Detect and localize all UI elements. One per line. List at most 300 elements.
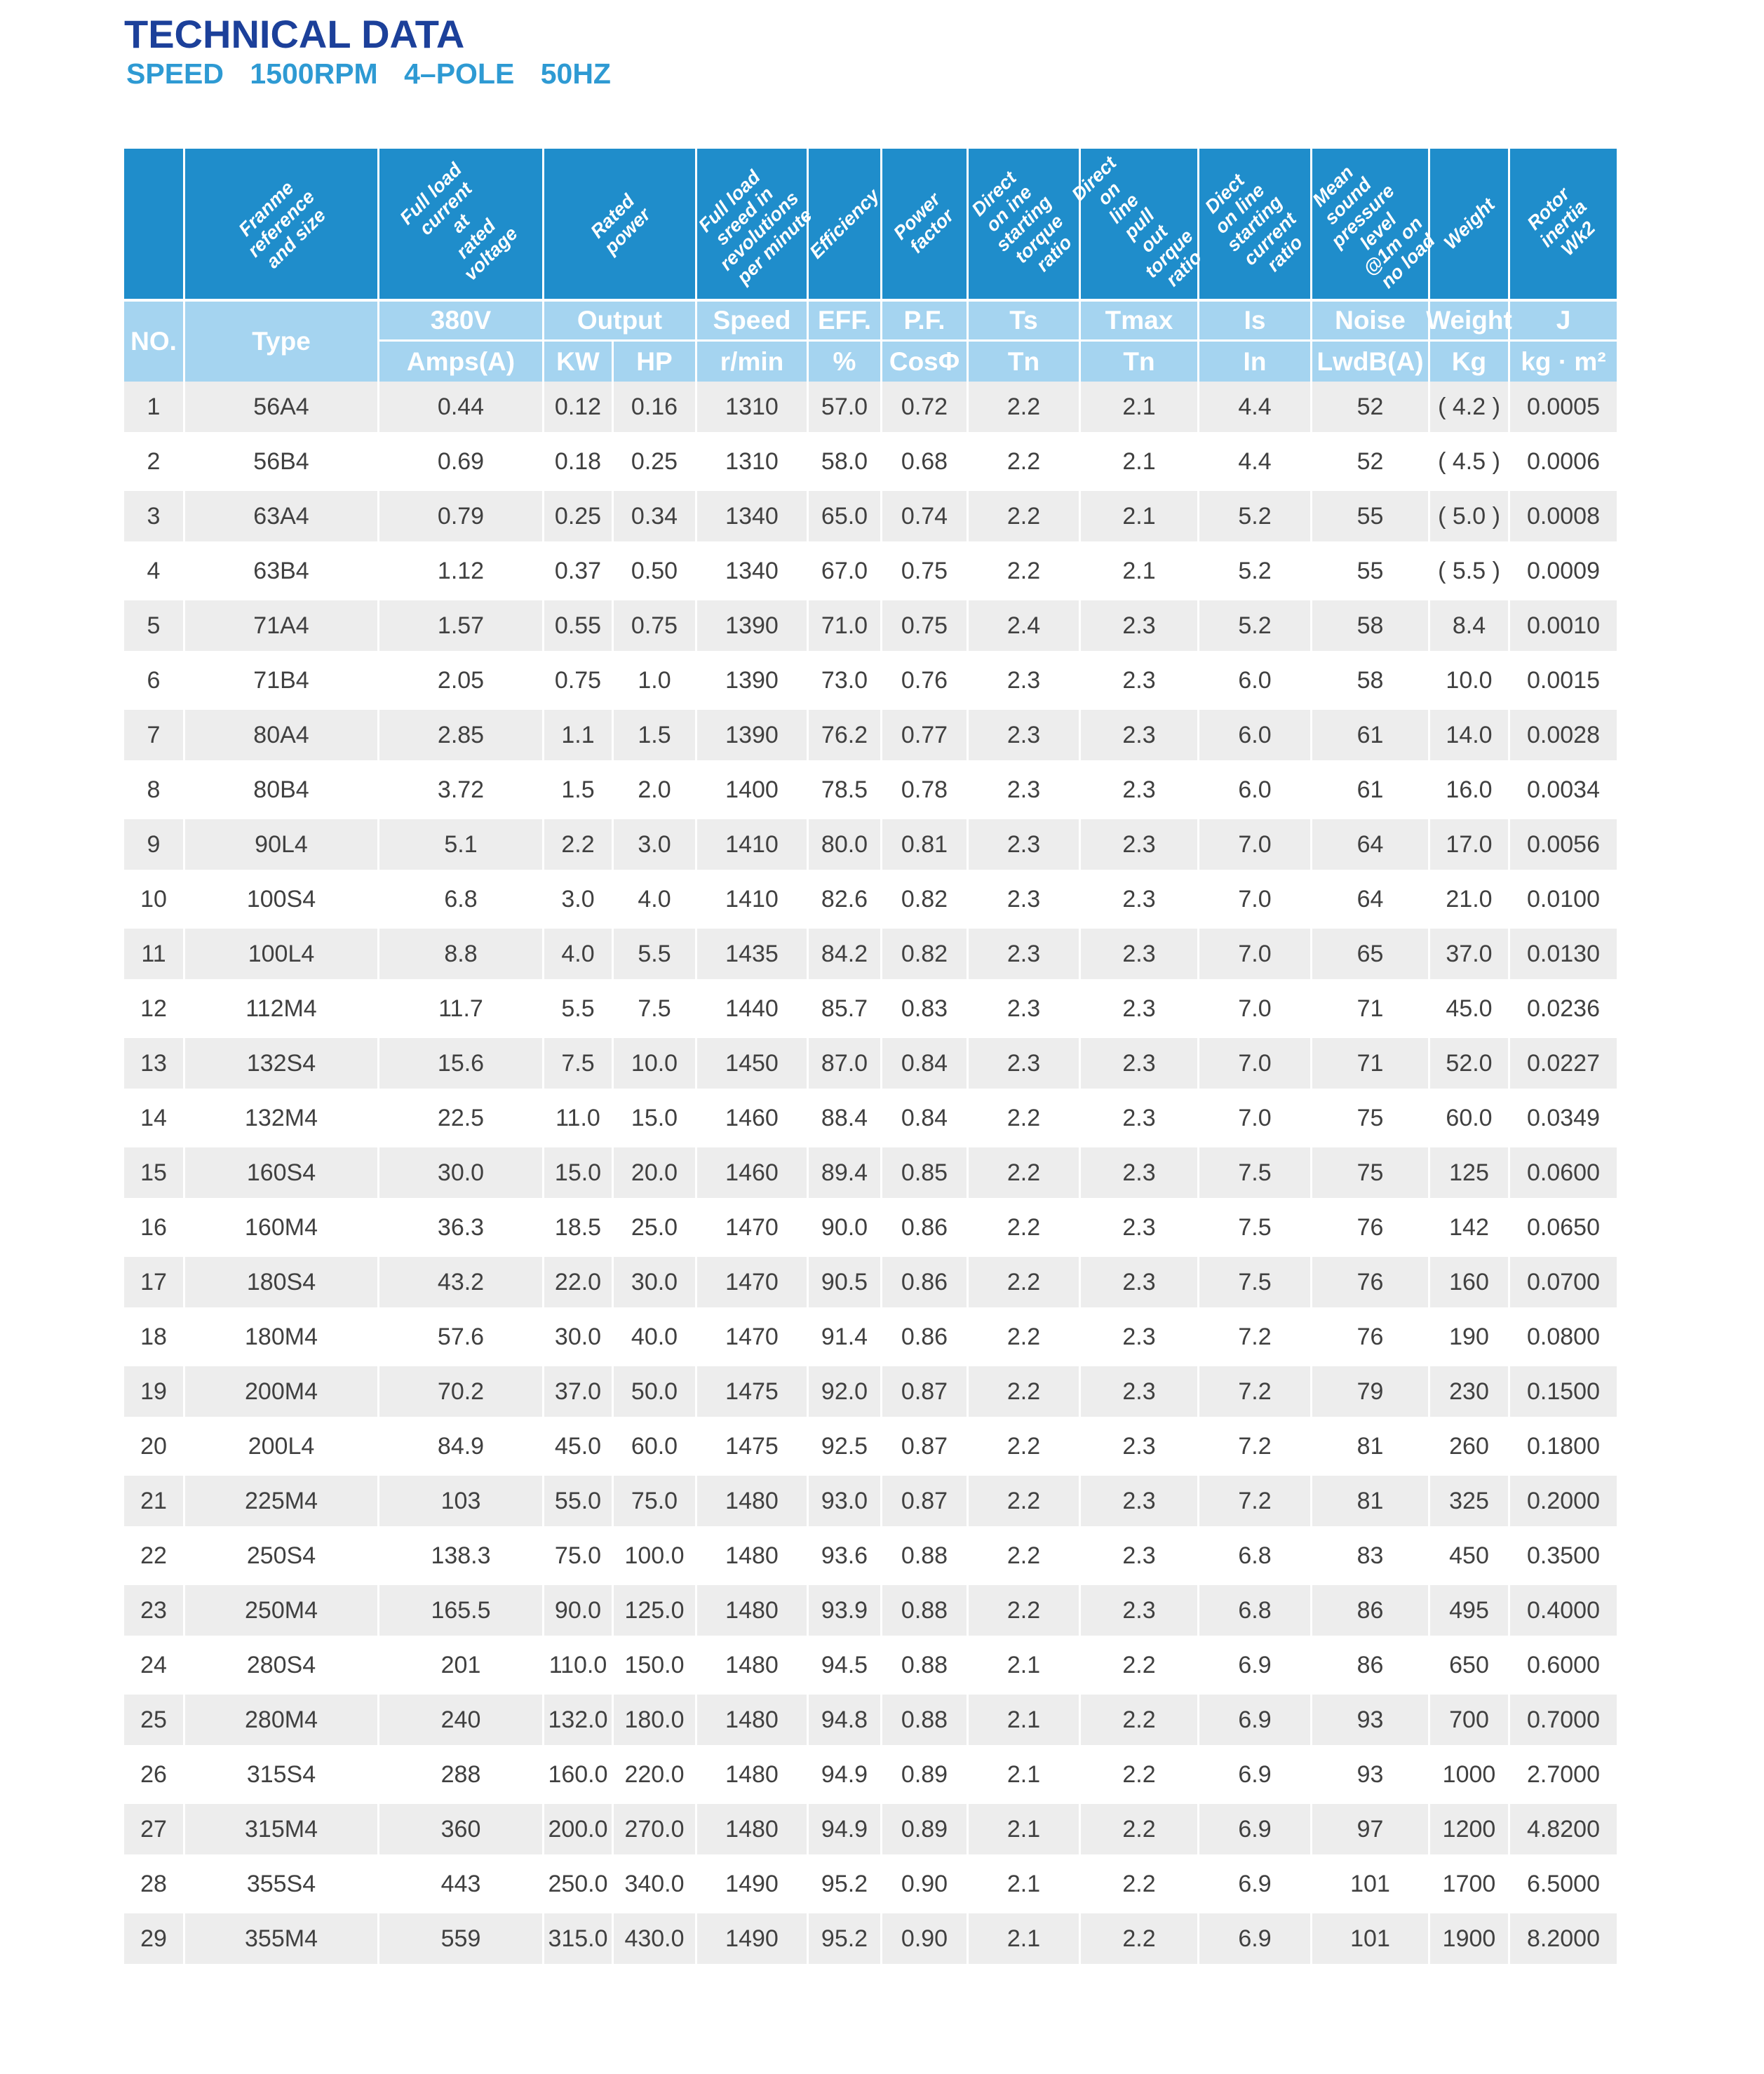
cell-tmax: 2.2 (1079, 1859, 1197, 1909)
cell-noise: 52 (1310, 436, 1428, 487)
cell-rmin: 1400 (695, 765, 807, 815)
table-row (124, 1093, 1617, 1147)
cell-kw: 15.0 (542, 1147, 612, 1198)
cell-eff: 90.5 (807, 1257, 880, 1307)
cell-kg: 16.0 (1428, 765, 1508, 815)
table-row (124, 491, 1617, 546)
cell-eff: 95.2 (807, 1913, 880, 1964)
cell-tmax: 2.1 (1079, 491, 1197, 541)
cell-j: 0.4000 (1508, 1585, 1617, 1636)
cell-rmin: 1480 (695, 1476, 807, 1526)
cell-type: 56B4 (183, 436, 377, 487)
cell-rmin: 1470 (695, 1257, 807, 1307)
cell-no: 21 (140, 1487, 167, 1514)
cell-noise: 58 (1310, 655, 1428, 706)
cell-noise: 58 (1310, 600, 1428, 651)
cell-no: 28 (140, 1870, 167, 1897)
cell-j: 0.0800 (1508, 1312, 1617, 1362)
cell-kw: 132.0 (542, 1695, 612, 1745)
table-body (124, 382, 1617, 1968)
cell-noise: 93 (1310, 1695, 1428, 1745)
cell-kg: 52.0 (1428, 1038, 1508, 1089)
cell-ts: 2.2 (967, 1312, 1079, 1362)
table-row (124, 1585, 1617, 1640)
cell-no: 3 (147, 502, 161, 530)
table-row (124, 1749, 1617, 1804)
cell-eff: 58.0 (807, 436, 880, 487)
table-row (124, 436, 1617, 491)
cell-eff: 65.0 (807, 491, 880, 541)
cell-kg: 142 (1428, 1202, 1508, 1253)
cell-rmin: 1480 (695, 1530, 807, 1581)
cell-amps: 0.69 (377, 436, 542, 487)
cell-eff: 92.5 (807, 1421, 880, 1472)
cell-tmax: 2.3 (1079, 1038, 1197, 1089)
cell-ts: 2.3 (967, 983, 1079, 1034)
cell-is: 6.8 (1197, 1530, 1310, 1581)
cell-noise: 61 (1310, 710, 1428, 760)
rotated-header-starting-current (1197, 149, 1310, 299)
cell-kw: 18.5 (542, 1202, 612, 1253)
cell-no: 27 (140, 1815, 167, 1843)
cell-cos: 0.87 (880, 1421, 967, 1472)
cell-amps: 8.8 (377, 929, 542, 979)
cell-kw: 45.0 (542, 1421, 612, 1472)
rotated-header-label: Weight (1439, 194, 1499, 254)
cell-amps: 3.72 (377, 765, 542, 815)
cell-ts: 2.2 (967, 491, 1079, 541)
rotated-header-efficiency (805, 149, 884, 299)
col-header-is: Is (1197, 302, 1310, 342)
cell-cos: 0.83 (880, 983, 967, 1034)
cell-tmax: 2.3 (1079, 1257, 1197, 1307)
cell-kg: 1700 (1428, 1859, 1508, 1909)
cell-no: 20 (140, 1432, 167, 1460)
subheader-row (124, 302, 1617, 382)
cell-type: 100S4 (183, 874, 377, 924)
table-row (124, 546, 1617, 600)
cell-cos: 0.82 (880, 874, 967, 924)
cell-j: 0.0028 (1508, 710, 1617, 760)
cell-amps: 57.6 (377, 1312, 542, 1362)
cell-kw: 200.0 (542, 1804, 612, 1854)
col-header-hp: HP (612, 342, 695, 382)
cell-hp: 180.0 (612, 1695, 695, 1745)
cell-amps: 84.9 (377, 1421, 542, 1472)
cell-hp: 15.0 (612, 1093, 695, 1143)
cell-ts: 2.1 (967, 1913, 1079, 1964)
cell-no: 23 (140, 1596, 167, 1624)
cell-hp: 30.0 (612, 1257, 695, 1307)
cell-is: 6.9 (1197, 1804, 1310, 1854)
cell-type: 80A4 (183, 710, 377, 760)
col-header-type: Type (183, 302, 377, 382)
cell-type: 56A4 (183, 382, 377, 432)
cell-noise: 75 (1310, 1147, 1428, 1198)
page-subtitle: SPEED 1500RPM 4–POLE 50HZ (126, 58, 611, 90)
cell-rmin: 1410 (695, 819, 807, 870)
rotated-header-weight (1428, 149, 1508, 299)
cell-type: 280S4 (183, 1640, 377, 1690)
cell-rmin: 1410 (695, 874, 807, 924)
table-row (124, 765, 1617, 819)
cell-kw: 0.55 (542, 600, 612, 651)
cell-hp: 0.50 (612, 546, 695, 596)
cell-eff: 93.6 (807, 1530, 880, 1581)
cell-no: 16 (140, 1213, 167, 1241)
cell-kg: 700 (1428, 1695, 1508, 1745)
col-header-no: NO. (130, 327, 177, 356)
cell-hp: 2.0 (612, 765, 695, 815)
cell-eff: 85.7 (807, 983, 880, 1034)
table-row (124, 1695, 1617, 1749)
cell-ts: 2.2 (967, 1476, 1079, 1526)
cell-kg: 325 (1428, 1476, 1508, 1526)
table-row (124, 1257, 1617, 1312)
cell-rmin: 1435 (695, 929, 807, 979)
col-header-tn1: Tn (967, 342, 1079, 382)
cell-j: 0.0700 (1508, 1257, 1617, 1307)
cell-ts: 2.4 (967, 600, 1079, 651)
cell-ts: 2.1 (967, 1640, 1079, 1690)
cell-rmin: 1310 (695, 436, 807, 487)
col-header-ts: Ts (967, 302, 1079, 342)
cell-kw: 75.0 (542, 1530, 612, 1581)
table-row (124, 1859, 1617, 1913)
cell-type: 180M4 (183, 1312, 377, 1362)
cell-is: 4.4 (1197, 382, 1310, 432)
cell-ts: 2.3 (967, 765, 1079, 815)
cell-amps: 15.6 (377, 1038, 542, 1089)
cell-hp: 150.0 (612, 1640, 695, 1690)
cell-eff: 92.0 (807, 1366, 880, 1417)
cell-eff: 71.0 (807, 600, 880, 651)
cell-rmin: 1480 (695, 1585, 807, 1636)
cell-hp: 0.25 (612, 436, 695, 487)
table-row (124, 1147, 1617, 1202)
col-header-lwdba: LwdB(A) (1310, 342, 1428, 382)
cell-type: 132M4 (183, 1093, 377, 1143)
cell-j: 0.0010 (1508, 600, 1617, 651)
cell-cos: 0.84 (880, 1038, 967, 1089)
cell-rmin: 1490 (695, 1913, 807, 1964)
cell-j: 6.5000 (1508, 1859, 1617, 1909)
rotated-header-current (377, 149, 542, 299)
rotated-header-label: Direct on ine starting torque ratio (967, 167, 1076, 276)
cell-j: 0.0600 (1508, 1147, 1617, 1198)
cell-eff: 76.2 (807, 710, 880, 760)
cell-tmax: 2.3 (1079, 600, 1197, 651)
rotated-header-label: Diect on line starting current ratio (1201, 170, 1307, 276)
cell-amps: 70.2 (377, 1366, 542, 1417)
col-header-cos: CosΦ (880, 342, 967, 382)
cell-cos: 0.81 (880, 819, 967, 870)
cell-hp: 0.16 (612, 382, 695, 432)
cell-no: 15 (140, 1159, 167, 1186)
cell-hp: 220.0 (612, 1749, 695, 1800)
cell-ts: 2.3 (967, 710, 1079, 760)
cell-noise: 64 (1310, 874, 1428, 924)
cell-ts: 2.2 (967, 1202, 1079, 1253)
cell-kw: 1.1 (542, 710, 612, 760)
col-header-tmax: Tmax (1079, 302, 1197, 342)
cell-tmax: 2.2 (1079, 1640, 1197, 1690)
cell-hp: 60.0 (612, 1421, 695, 1472)
table-row (124, 1421, 1617, 1476)
cell-is: 7.0 (1197, 929, 1310, 979)
cell-no: 9 (147, 830, 161, 858)
cell-cos: 0.90 (880, 1859, 967, 1909)
cell-j: 0.0008 (1508, 491, 1617, 541)
cell-is: 6.9 (1197, 1749, 1310, 1800)
cell-eff: 94.8 (807, 1695, 880, 1745)
table-row (124, 819, 1617, 874)
cell-amps: 0.44 (377, 382, 542, 432)
cell-kg: ( 5.0 ) (1428, 491, 1508, 541)
cell-ts: 2.1 (967, 1859, 1079, 1909)
cell-kg: 230 (1428, 1366, 1508, 1417)
cell-is: 7.5 (1197, 1147, 1310, 1198)
cell-is: 6.0 (1197, 765, 1310, 815)
cell-noise: 76 (1310, 1202, 1428, 1253)
cell-kg: 10.0 (1428, 655, 1508, 706)
cell-amps: 288 (377, 1749, 542, 1800)
cell-tmax: 2.2 (1079, 1913, 1197, 1964)
cell-hp: 1.0 (612, 655, 695, 706)
cell-rmin: 1310 (695, 382, 807, 432)
cell-cos: 0.89 (880, 1804, 967, 1854)
cell-noise: 71 (1310, 1038, 1428, 1089)
cell-kw: 160.0 (542, 1749, 612, 1800)
cell-kw: 1.5 (542, 765, 612, 815)
cell-kg: 1200 (1428, 1804, 1508, 1854)
cell-ts: 2.2 (967, 1421, 1079, 1472)
cell-type: 71B4 (183, 655, 377, 706)
cell-noise: 76 (1310, 1257, 1428, 1307)
cell-cos: 0.90 (880, 1913, 967, 1964)
cell-cos: 0.87 (880, 1366, 967, 1417)
rotated-header-noise (1307, 149, 1439, 299)
cell-is: 7.0 (1197, 1038, 1310, 1089)
cell-ts: 2.2 (967, 1093, 1079, 1143)
cell-hp: 7.5 (612, 983, 695, 1034)
cell-kw: 5.5 (542, 983, 612, 1034)
cell-type: 200L4 (183, 1421, 377, 1472)
cell-is: 6.9 (1197, 1913, 1310, 1964)
cell-is: 7.5 (1197, 1257, 1310, 1307)
cell-rmin: 1460 (695, 1147, 807, 1198)
rotated-header-label: Full load current at rated voltage (396, 159, 522, 285)
cell-is: 5.2 (1197, 600, 1310, 651)
cell-eff: 80.0 (807, 819, 880, 870)
cell-noise: 81 (1310, 1476, 1428, 1526)
cell-eff: 94.5 (807, 1640, 880, 1690)
cell-kw: 250.0 (542, 1859, 612, 1909)
cell-eff: 67.0 (807, 546, 880, 596)
cell-noise: 81 (1310, 1421, 1428, 1472)
cell-tmax: 2.3 (1079, 929, 1197, 979)
cell-kg: ( 5.5 ) (1428, 546, 1508, 596)
cell-j: 0.3500 (1508, 1530, 1617, 1581)
cell-j: 0.0100 (1508, 874, 1617, 924)
cell-no: 22 (140, 1542, 167, 1569)
cell-j: 0.1500 (1508, 1366, 1617, 1417)
cell-type: 355S4 (183, 1859, 377, 1909)
cell-cos: 0.87 (880, 1476, 967, 1526)
cell-no: 12 (140, 995, 167, 1022)
cell-j: 0.0009 (1508, 546, 1617, 596)
table-row (124, 1804, 1617, 1859)
cell-amps: 240 (377, 1695, 542, 1745)
cell-j: 2.7000 (1508, 1749, 1617, 1800)
cell-no: 13 (140, 1049, 167, 1077)
cell-eff: 95.2 (807, 1859, 880, 1909)
cell-amps: 0.79 (377, 491, 542, 541)
page-title: TECHNICAL DATA (124, 12, 465, 56)
cell-noise: 83 (1310, 1530, 1428, 1581)
cell-kw: 110.0 (542, 1640, 612, 1690)
cell-amps: 1.57 (377, 600, 542, 651)
col-header-j: J (1508, 302, 1617, 342)
cell-no: 18 (140, 1323, 167, 1350)
cell-no: 6 (147, 666, 161, 694)
rotated-header-label: Power factor (889, 188, 958, 257)
cell-cos: 0.86 (880, 1202, 967, 1253)
cell-hp: 270.0 (612, 1804, 695, 1854)
cell-type: 315M4 (183, 1804, 377, 1854)
cell-cos: 0.88 (880, 1585, 967, 1636)
cell-no: 11 (141, 940, 166, 967)
table-row (124, 710, 1617, 765)
cell-rmin: 1470 (695, 1202, 807, 1253)
cell-ts: 2.2 (967, 436, 1079, 487)
cell-j: 0.6000 (1508, 1640, 1617, 1690)
cell-kg: 17.0 (1428, 819, 1508, 870)
cell-eff: 78.5 (807, 765, 880, 815)
cell-kw: 22.0 (542, 1257, 612, 1307)
cell-cos: 0.72 (880, 382, 967, 432)
cell-amps: 2.05 (377, 655, 542, 706)
rotated-header-speed (694, 149, 816, 299)
cell-type: 180S4 (183, 1257, 377, 1307)
cell-tmax: 2.3 (1079, 710, 1197, 760)
cell-ts: 2.1 (967, 1804, 1079, 1854)
cell-amps: 360 (377, 1804, 542, 1854)
cell-j: 0.0015 (1508, 655, 1617, 706)
cell-j: 0.2000 (1508, 1476, 1617, 1526)
cell-is: 4.4 (1197, 436, 1310, 487)
cell-kg: 60.0 (1428, 1093, 1508, 1143)
cell-kw: 0.37 (542, 546, 612, 596)
cell-type: 160M4 (183, 1202, 377, 1253)
technical-data-table (124, 149, 1617, 1968)
col-header-eff: EFF. (807, 302, 880, 342)
cell-kg: 21.0 (1428, 874, 1508, 924)
cell-hp: 20.0 (612, 1147, 695, 1198)
cell-rmin: 1340 (695, 491, 807, 541)
cell-j: 0.0650 (1508, 1202, 1617, 1253)
rotated-header-label: Full load sreed in revolutions per minute (694, 166, 816, 288)
cell-rmin: 1490 (695, 1859, 807, 1909)
cell-ts: 2.2 (967, 1585, 1079, 1636)
cell-cos: 0.88 (880, 1530, 967, 1581)
cell-hp: 0.34 (612, 491, 695, 541)
col-header-speed: Speed (695, 302, 807, 342)
cell-is: 7.2 (1197, 1421, 1310, 1472)
cell-type: 90L4 (183, 819, 377, 870)
cell-hp: 10.0 (612, 1038, 695, 1089)
cell-hp: 5.5 (612, 929, 695, 979)
col-header-weight: Weight (1428, 302, 1508, 342)
cell-amps: 30.0 (377, 1147, 542, 1198)
table-row (124, 929, 1617, 983)
cell-noise: 97 (1310, 1804, 1428, 1854)
cell-hp: 4.0 (612, 874, 695, 924)
table-row (124, 1366, 1617, 1421)
cell-noise: 86 (1310, 1640, 1428, 1690)
rotated-header-label: Direct on line pull out torque ratio (1068, 152, 1206, 291)
cell-type: 250M4 (183, 1585, 377, 1636)
col-header-amps: Amps(A) (377, 342, 542, 382)
cell-kw: 0.75 (542, 655, 612, 706)
cell-tmax: 2.3 (1079, 983, 1197, 1034)
cell-j: 4.8200 (1508, 1804, 1617, 1854)
rotated-header-starting-torque (967, 149, 1079, 299)
cell-eff: 94.9 (807, 1749, 880, 1800)
cell-kw: 2.2 (542, 819, 612, 870)
cell-tmax: 2.2 (1079, 1695, 1197, 1745)
cell-cos: 0.77 (880, 710, 967, 760)
cell-cos: 0.75 (880, 546, 967, 596)
col-header-rmin: r/min (695, 342, 807, 382)
cell-j: 0.0236 (1508, 983, 1617, 1034)
cell-tmax: 2.3 (1079, 874, 1197, 924)
cell-hp: 75.0 (612, 1476, 695, 1526)
table-row (124, 1913, 1617, 1968)
cell-rmin: 1480 (695, 1749, 807, 1800)
table-row (124, 983, 1617, 1038)
table-row (124, 1312, 1617, 1366)
rotated-header-pullout-torque (1068, 149, 1206, 299)
cell-hp: 100.0 (612, 1530, 695, 1581)
cell-is: 7.0 (1197, 819, 1310, 870)
cell-amps: 201 (377, 1640, 542, 1690)
cell-hp: 430.0 (612, 1913, 695, 1964)
cell-ts: 2.3 (967, 1038, 1079, 1089)
table-row (124, 1530, 1617, 1585)
col-header-output: Output (542, 302, 695, 342)
rotated-header-label: Rotor inertia Wk2 (1523, 183, 1600, 260)
cell-eff: 94.9 (807, 1804, 880, 1854)
table-row (124, 1476, 1617, 1530)
cell-kg: 650 (1428, 1640, 1508, 1690)
cell-cos: 0.68 (880, 436, 967, 487)
cell-eff: 90.0 (807, 1202, 880, 1253)
cell-amps: 559 (377, 1913, 542, 1964)
cell-ts: 2.3 (967, 655, 1079, 706)
cell-rmin: 1390 (695, 600, 807, 651)
cell-cos: 0.89 (880, 1749, 967, 1800)
cell-rmin: 1390 (695, 655, 807, 706)
cell-amps: 443 (377, 1859, 542, 1909)
cell-eff: 93.9 (807, 1585, 880, 1636)
cell-tmax: 2.3 (1079, 1585, 1197, 1636)
cell-ts: 2.2 (967, 1257, 1079, 1307)
cell-is: 7.2 (1197, 1366, 1310, 1417)
cell-is: 6.0 (1197, 655, 1310, 706)
cell-type: 132S4 (183, 1038, 377, 1089)
cell-tmax: 2.3 (1079, 819, 1197, 870)
